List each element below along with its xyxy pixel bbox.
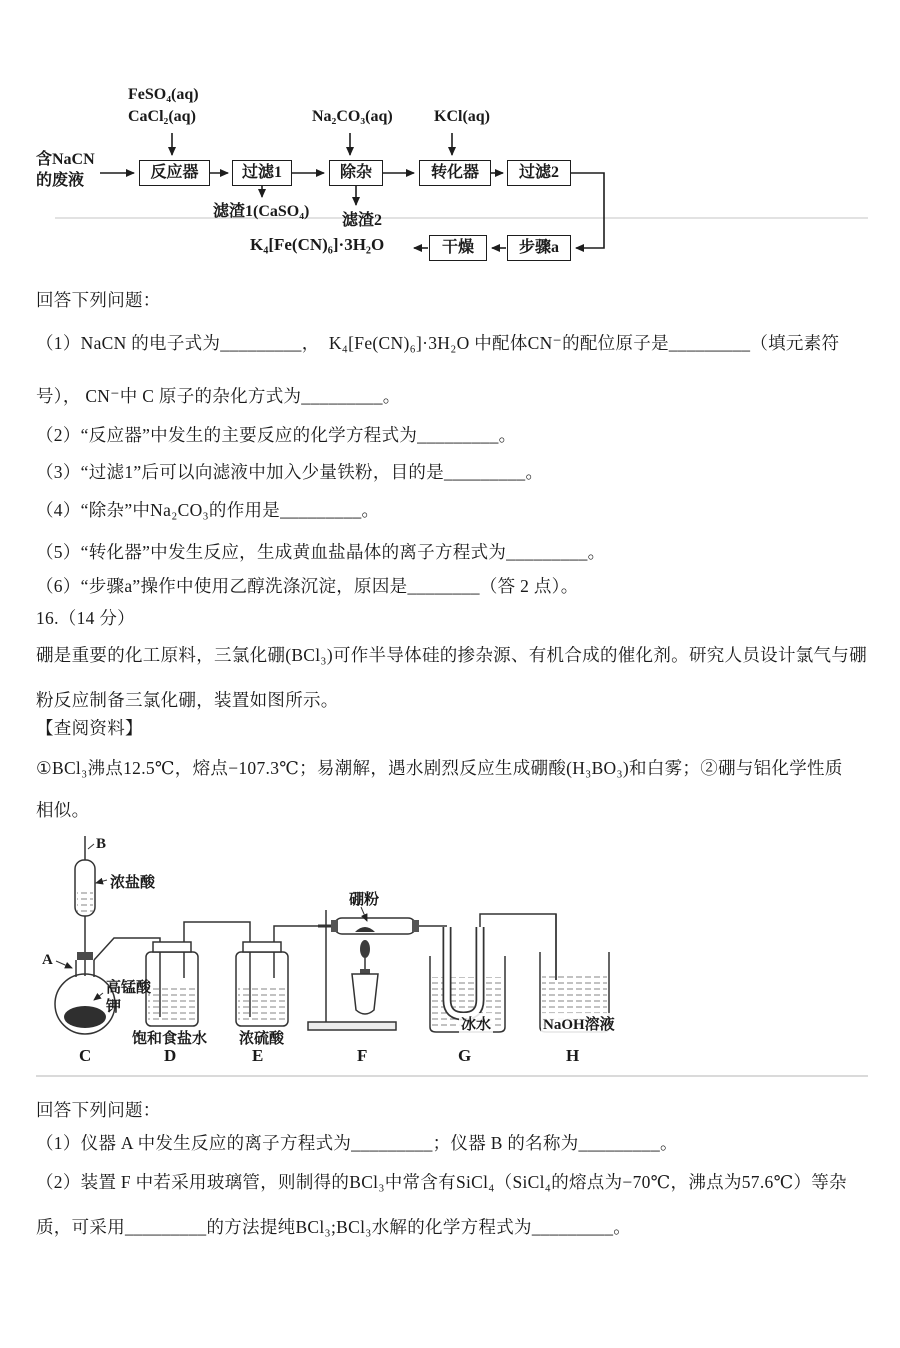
flow-box-filter1: 过滤1 (232, 160, 292, 186)
bottle-d (146, 942, 198, 1026)
q15-line1: （1）NaCN 的电子式为_________， K₄[Fe(CN)₆]·3H₂O 中配体CN⁻的配位原子是_________（填元素符 (36, 333, 840, 353)
reagent-kcl: KCl(aq) (434, 108, 490, 125)
label-b: B (96, 836, 107, 852)
apparatus-letter-e: E (252, 1046, 264, 1065)
ice-label: 冰水 (459, 1013, 493, 1034)
apparatus-letter-h: H (566, 1046, 580, 1065)
q15-line3: （2）“反应器”中发生的主要反应的化学方程式为_________。 (36, 425, 517, 445)
q16-q2-l1: （2）装置 F 中若采用玻璃管，则制得的BCl₃中常含有SiCl₄（SiCl₄的熔点为−70℃，沸点为57.6℃）等杂 (36, 1172, 847, 1192)
residue2-label: 滤渣2 (342, 212, 383, 229)
product-formula: K₄[Fe(CN)₆]·3H₂O (250, 235, 385, 254)
apparatus-letter-c: C (79, 1046, 92, 1065)
combustion-tube-f (331, 918, 419, 934)
brine-label: 饱和食盐水 (132, 1031, 208, 1047)
naoh-label: NaOH溶液 (541, 1013, 617, 1034)
q15-line6: （5）“转化器”中发生反应，生成黄血盐晶体的离子方程式为_________。 (36, 542, 606, 562)
flow-box-reactor: 反应器 (139, 160, 210, 186)
q16-intro-l1: 硼是重要的化工原料，三氯化硼(BCl₃)可作半导体硅的掺杂源、有机合成的催化剂。研究人员设计氯气与硼 (36, 645, 867, 665)
flow-box-filter2: 过滤2 (507, 160, 571, 186)
q16-header: 16.（14 分） (36, 608, 135, 628)
q16-ref-l2: 相似。 (36, 800, 90, 820)
alcohol-lamp (352, 940, 378, 1014)
q16-q2-l2: 质，可采用_________的方法提纯BCl₃;BCl₃水解的化学方程式为_________。 (36, 1217, 632, 1237)
flow-arrows (100, 133, 604, 248)
h2so4-label: 浓硫酸 (239, 1031, 285, 1047)
q16-ref-title: 【查阅资料】 (36, 718, 143, 738)
residue1-label: 滤渣1(CaSO₄) (213, 203, 310, 220)
reagent-na2co3: Na₂CO₃(aq) (312, 108, 393, 125)
process-flowchart (0, 85, 900, 275)
flow-box-remove: 除杂 (329, 160, 383, 186)
hcl-label: 浓盐酸 (110, 875, 156, 891)
flow-box-converter: 转化器 (419, 160, 491, 186)
source-label-line1: 含NaCN (36, 151, 95, 168)
apparatus-letter-g: G (458, 1046, 472, 1065)
apparatus-letter-f: F (357, 1046, 368, 1065)
q15-line7: （6）“步骤a”操作中使用乙醇洗涤沉淀，原因是________（答 2 点）。 (36, 576, 579, 596)
reagent-feso4: FeSO₄(aq) (128, 86, 199, 103)
flow-box-dry: 干燥 (429, 235, 487, 261)
apparatus-letter-d: D (164, 1046, 177, 1065)
apparatus-figure (0, 830, 900, 1080)
q16-ref-l1: ①BCl₃沸点12.5℃，熔点−107.3℃；易潮解，遇水剧烈反应生成硼酸(H₃BO₃)和白雾；②硼与铝化学性质 (36, 758, 843, 778)
boron-label: 硼粉 (349, 892, 380, 908)
q15-line5: （4）“除杂”中Na₂CO₃的作用是_________。 (36, 500, 380, 520)
flow-box-step-a: 步骤a (507, 235, 571, 261)
q15-line2: 号）， CN⁻中 C 原子的杂化方式为_________。 (36, 386, 401, 406)
q16-intro-l2: 粉反应制备三氯化硼，装置如图所示。 (36, 690, 339, 710)
kmno4-label: 高锰酸钾 (106, 980, 152, 1015)
q15-intro: 回答下列问题： (36, 290, 161, 310)
label-a: A (42, 952, 53, 968)
leader-lines (56, 880, 367, 1000)
q15-line4: （3）“过滤1”后可以向滤液中加入少量铁粉，目的是_________。 (36, 462, 544, 482)
bottle-e (236, 942, 288, 1026)
q16-ask: 回答下列问题： (36, 1100, 161, 1120)
q16-q1: （1）仪器 A 中发生反应的离子方程式为_________；仪器 B 的名称为_________。 (36, 1133, 678, 1153)
reagent-cacl2: CaCl₂(aq) (128, 108, 196, 125)
source-label-line2: 的废液 (36, 172, 85, 189)
